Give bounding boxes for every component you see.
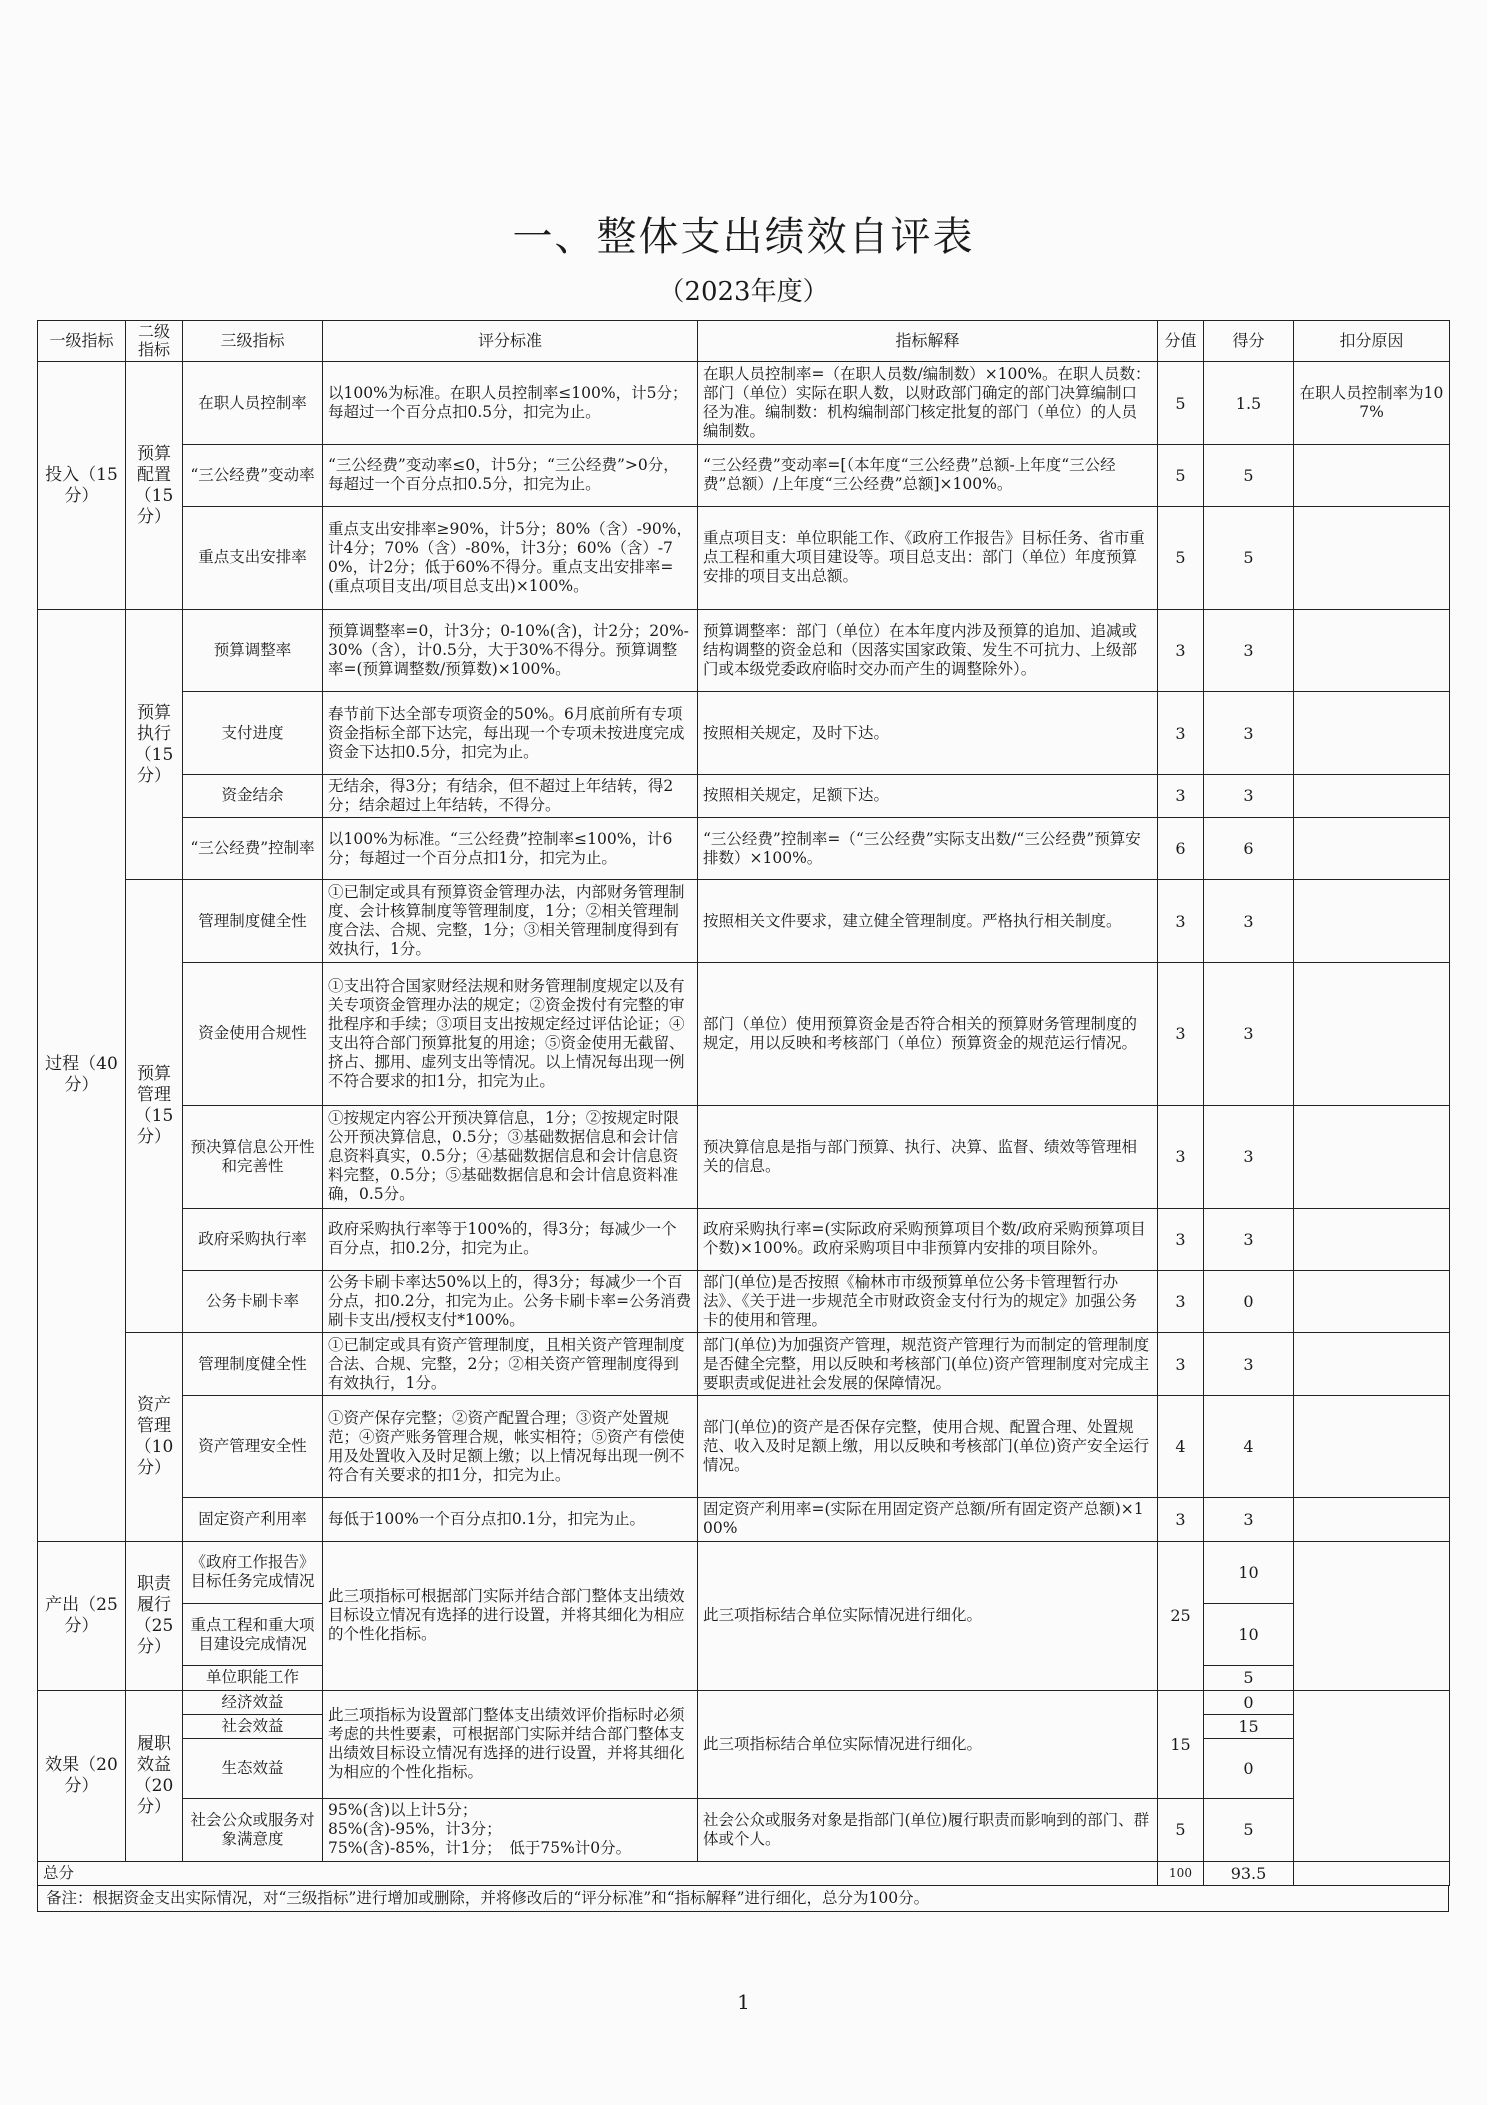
level3-cell: 管理制度健全性 (183, 1333, 323, 1395)
deduction-reason-cell (1294, 774, 1450, 817)
level2-cell: 资产管理（10分） (126, 1333, 183, 1541)
header-explanation: 指标解释 (698, 321, 1158, 362)
explanation-cell: 按照相关规定，足额下达。 (698, 774, 1158, 817)
points-cell: 5 (1158, 507, 1204, 610)
table-row (38, 963, 1450, 1106)
score-cell: 10 (1204, 1604, 1294, 1666)
points-cell: 3 (1158, 1208, 1204, 1270)
deduction-reason-cell (1294, 444, 1450, 506)
table-row (38, 1498, 1450, 1541)
level3-cell: “三公经费”控制率 (183, 818, 323, 880)
explanation-cell: 部门(单位)的资产是否保存完整，使用合规、配置合理、处置规范、收入及时足额上缴，用以反映和考核部门(单位)资产安全运行情况。 (698, 1395, 1158, 1498)
points-cell: 4 (1158, 1395, 1204, 1498)
deduction-reason-cell (1294, 880, 1450, 963)
score-cell: 3 (1204, 1208, 1294, 1270)
score-cell: 3 (1204, 1105, 1294, 1208)
total-deduction-reason (1294, 1861, 1450, 1885)
points-cell: 6 (1158, 818, 1204, 880)
deduction-reason-cell (1294, 609, 1450, 692)
page-number: 1 (737, 1990, 750, 2014)
total-row (38, 1861, 1450, 1885)
criteria-cell: ①已制定或具有资产管理制度，且相关资产管理制度合法、合规、完整，2分；②相关资产管理制度得到有效执行，1分。 (323, 1333, 698, 1395)
header-row (38, 321, 1450, 362)
points-cell: 5 (1158, 444, 1204, 506)
explanation-cell: 预算调整率：部门（单位）在本年度内涉及预算的追加、追减或结构调整的资金总和（因落实国家政策、发生不可抗力、上级部门或本级党委政府临时交办而产生的调整除外）。 (698, 609, 1158, 692)
deduction-reason-cell: 在职人员控制率为107% (1294, 362, 1450, 445)
explanation-cell: “三公经费”控制率=（“三公经费”实际支出数/“三公经费”预算安排数）×100%。 (698, 818, 1158, 880)
level2-cell: 预算管理（15分） (126, 880, 183, 1333)
table-row (38, 1208, 1450, 1270)
level3-cell: 重点工程和重大项目建设完成情况 (183, 1604, 323, 1666)
explanation-cell: “三公经费”变动率=[（本年度“三公经费”总额-上年度“三公经费”总额）/上年度“三公经费”总额]×100%。 (698, 444, 1158, 506)
criteria-cell: 以100%为标准。“三公经费”控制率≤100%，计6分；每超过一个百分点扣1分，扣完为止。 (323, 818, 698, 880)
score-cell: 3 (1204, 774, 1294, 817)
score-cell: 5 (1204, 1666, 1294, 1690)
header-deduction-reason: 扣分原因 (1294, 321, 1450, 362)
header-level1: 一级指标 (38, 321, 126, 362)
deduction-reason-cell (1294, 1498, 1450, 1541)
criteria-cell: 预算调整率=0，计3分；0-10%(含)，计2分；20%-30%（含），计0.5分，大于30%不得分。预算调整率=(预算调整数/预算数)×100%。 (323, 609, 698, 692)
criteria-cell: 重点支出安排率≥90%，计5分；80%（含）-90%，计4分；70%（含）-80%，计3分；60%（含）-70%，计2分；低于60%不得分。重点支出安排率=(重点项目支出/项目总支出)×100%。 (323, 507, 698, 610)
level2-cell: 职责履行（25分） (126, 1541, 183, 1690)
header-level2: 二级指标 (126, 321, 183, 362)
score-cell: 3 (1204, 1333, 1294, 1395)
criteria-cell: ①已制定或具有预算资金管理办法，内部财务管理制度、会计核算制度等管理制度，1分；②相关管理制度合法、合规、完整，1分；③相关管理制度得到有效执行，1分。 (323, 880, 698, 963)
deduction-reason-cell (1294, 1395, 1450, 1498)
explanation-cell: 按照相关文件要求，建立健全管理制度。严格执行相关制度。 (698, 880, 1158, 963)
level3-cell: 政府采购执行率 (183, 1208, 323, 1270)
explanation-cell: 政府采购执行率=(实际政府采购预算项目个数/政府采购预算项目个数)×100%。政府采购项目中非预算内安排的项目除外。 (698, 1208, 1158, 1270)
criteria-cell: ①支出符合国家财经法规和财务管理制度规定以及有关专项资金管理办法的规定；②资金拨付有完整的审批程序和手续；③项目支出按规定经过评估论证；④支出符合部门预算批复的用途；⑤资金使用无截留、挤占、挪用、虚列支出等情况。以上情况每出现一例不符合要求的扣1分，扣完为止。 (323, 963, 698, 1106)
criteria-cell: 每低于100%一个百分点扣0.1分，扣完为止。 (323, 1498, 698, 1541)
table-row (38, 609, 1450, 692)
table-row (38, 444, 1450, 506)
explanation-cell: 按照相关规定，及时下达。 (698, 692, 1158, 775)
total-score: 93.5 (1204, 1861, 1294, 1885)
score-cell: 10 (1204, 1541, 1294, 1603)
score-cell: 0 (1204, 1690, 1294, 1714)
explanation-cell: 部门(单位)为加强资产管理，规范资产管理行为而制定的管理制度是否健全完整，用以反映和考核部门(单位)资产管理制度对完成主要职责或促进社会发展的保障情况。 (698, 1333, 1158, 1395)
explanation-cell: 此三项指标结合单位实际情况进行细化。 (698, 1541, 1158, 1690)
deduction-reason-cell (1294, 1208, 1450, 1270)
points-cell: 3 (1158, 1333, 1204, 1395)
explanation-cell: 部门（单位）使用预算资金是否符合相关的预算财务管理制度的规定，用以反映和考核部门（单位）预算资金的规范运行情况。 (698, 963, 1158, 1106)
level3-cell: 公务卡刷卡率 (183, 1270, 323, 1332)
criteria-cell: 公务卡刷卡率达50%以上的，得3分；每减少一个百分点，扣0.2分，扣完为止。公务卡刷卡率=公务消费刷卡支出/授权支付*100%。 (323, 1270, 698, 1332)
criteria-cell: 以100%为标准。在职人员控制率≤100%，计5分；每超过一个百分点扣0.5分，扣完为止。 (323, 362, 698, 445)
level3-cell: 生态效益 (183, 1738, 323, 1798)
level3-cell: 在职人员控制率 (183, 362, 323, 445)
table-row (38, 692, 1450, 775)
level3-cell: 资金结余 (183, 774, 323, 817)
points-cell: 3 (1158, 774, 1204, 817)
deduction-reason-cell (1294, 963, 1450, 1106)
explanation-cell: 部门(单位)是否按照《榆林市市级预算单位公务卡管理暂行办法》、《关于进一步规范全市财政资金支付行为的规定》加强公务卡的使用和管理。 (698, 1270, 1158, 1332)
table-row (38, 818, 1450, 880)
points-cell: 5 (1158, 362, 1204, 445)
deduction-reason-cell (1294, 692, 1450, 775)
level3-cell: 固定资产利用率 (183, 1498, 323, 1541)
deduction-reason-cell (1294, 1270, 1450, 1332)
level1-cell: 过程（40分） (38, 609, 126, 1541)
score-cell: 6 (1204, 818, 1294, 880)
header-points: 分值 (1158, 321, 1204, 362)
deduction-reason-cell (1294, 1541, 1450, 1690)
criteria-cell: 春节前下达全部专项资金的50%。6月底前所有专项资金指标全部下达完，每出现一个专项未按进度完成资金下达扣0.5分，扣完为止。 (323, 692, 698, 775)
score-cell: 4 (1204, 1395, 1294, 1498)
explanation-cell: 预决算信息是指与部门预算、执行、决算、监督、绩效等管理相关的信息。 (698, 1105, 1158, 1208)
points-cell: 3 (1158, 1498, 1204, 1541)
level3-cell: 资产管理安全性 (183, 1395, 323, 1498)
score-cell: 0 (1204, 1270, 1294, 1332)
level2-cell: 预算配置（15分） (126, 362, 183, 610)
table-row (38, 1333, 1450, 1395)
score-cell: 5 (1204, 507, 1294, 610)
level3-cell: 单位职能工作 (183, 1666, 323, 1690)
table-row (38, 774, 1450, 817)
criteria-cell: 政府采购执行率等于100%的，得3分；每减少一个百分点，扣0.2分，扣完为止。 (323, 1208, 698, 1270)
criteria-line: 85%(含)-95%，计3分； (328, 1820, 502, 1839)
explanation-cell: 社会公众或服务对象是指部门(单位)履行职责而影响到的部门、群体或个人。 (698, 1799, 1158, 1861)
score-cell: 3 (1204, 880, 1294, 963)
table-row (38, 1395, 1450, 1498)
page-title: 一、整体支出绩效自评表 (512, 214, 975, 260)
level1-cell: 产出（25分） (38, 1541, 126, 1690)
level2-cell: 预算执行（15分） (126, 609, 183, 880)
criteria-cell: “三公经费”变动率≤0，计5分；“三公经费”>0分，每超过一个百分点扣0.5分，扣完为止。 (323, 444, 698, 506)
level3-cell: 经济效益 (183, 1690, 323, 1714)
header-score: 得分 (1204, 321, 1294, 362)
table-row (38, 1270, 1450, 1332)
criteria-line: 95%(含)以上计5分； (328, 1801, 478, 1820)
level3-cell: “三公经费”变动率 (183, 444, 323, 506)
criteria-cell: 此三项指标可根据部门实际并结合部门整体支出绩效目标设立情况有选择的进行设置，并将其细化为相应的个性化指标。 (323, 1541, 698, 1690)
explanation-cell: 固定资产利用率=(实际在用固定资产总额/所有固定资产总额)×100% (698, 1498, 1158, 1541)
deduction-reason-cell (1294, 1333, 1450, 1395)
deduction-reason-cell (1294, 1105, 1450, 1208)
score-cell: 3 (1204, 609, 1294, 692)
level3-cell: 预算调整率 (183, 609, 323, 692)
deduction-reason-cell (1294, 818, 1450, 880)
points-cell: 3 (1158, 963, 1204, 1106)
table-row (38, 880, 1450, 963)
points-cell: 15 (1158, 1690, 1204, 1799)
score-cell: 3 (1204, 692, 1294, 775)
total-points: 100 (1158, 1861, 1204, 1885)
table-row (38, 362, 1450, 445)
table-row (38, 507, 1450, 610)
table-row (38, 1105, 1450, 1208)
score-cell: 3 (1204, 1498, 1294, 1541)
table-row (38, 1690, 1450, 1714)
level3-cell: 管理制度健全性 (183, 880, 323, 963)
points-cell: 3 (1158, 880, 1204, 963)
score-cell: 0 (1204, 1738, 1294, 1798)
points-cell: 3 (1158, 609, 1204, 692)
level3-cell: 预决算信息公开性和完善性 (183, 1105, 323, 1208)
level3-cell: 《政府工作报告》目标任务完成情况 (183, 1541, 323, 1603)
deduction-reason-cell (1294, 1690, 1450, 1861)
level3-cell: 社会效益 (183, 1714, 323, 1738)
level3-cell: 重点支出安排率 (183, 507, 323, 610)
score-cell: 5 (1204, 444, 1294, 506)
performance-evaluation-table (37, 320, 1450, 1886)
explanation-cell: 在职人员控制率=（在职人员数/编制数）×100%。在职人员数：部门（单位）实际在职人数，以财政部门确定的部门决算编制口径为准。编制数：机构编制部门核定批复的部门（单位）的人员编制数。 (698, 362, 1158, 445)
level1-cell: 效果（20分） (38, 1690, 126, 1861)
level1-cell: 投入（15分） (38, 362, 126, 610)
points-cell: 3 (1158, 1270, 1204, 1332)
level2-cell: 履职效益（20分） (126, 1690, 183, 1861)
header-level3: 三级指标 (183, 321, 323, 362)
explanation-cell: 此三项指标结合单位实际情况进行细化。 (698, 1690, 1158, 1799)
table-row (38, 1799, 1450, 1861)
criteria-cell: ①按规定内容公开预决算信息，1分；②按规定时限公开预决算信息，0.5分；③基础数据信息和会计信息资料真实，0.5分；④基础数据信息和会计信息资料完整，0.5分；⑤基础数据信息和会计信息资料准确，0.5分。 (323, 1105, 698, 1208)
score-cell: 15 (1204, 1714, 1294, 1738)
total-label: 总分 (38, 1861, 1158, 1885)
score-cell: 5 (1204, 1799, 1294, 1861)
table-note: 备注：根据资金支出实际情况，对“三级指标”进行增加或删除，并将修改后的“评分标准”和“指标解释”进行细化，总分为100分。 (37, 1886, 1449, 1912)
points-cell: 25 (1158, 1541, 1204, 1690)
criteria-cell: ①资产保存完整；②资产配置合理；③资产处置规范；④资产账务管理合规，帐实相符；⑤资产有偿使用及处置收入及时足额上缴；以上情况每出现一例不符合有关要求的扣1分，扣完为止。 (323, 1395, 698, 1498)
criteria-cell: 此三项指标为设置部门整体支出绩效评价指标时必须考虑的共性要素，可根据部门实际并结合部门整体支出绩效目标设立情况有选择的进行设置，并将其细化为相应的个性化指标。 (323, 1690, 698, 1799)
table-row (38, 1541, 1450, 1603)
deduction-reason-cell (1294, 507, 1450, 610)
criteria-cell: 无结余，得3分；有结余，但不超过上年结转，得2分；结余超过上年结转，不得分。 (323, 774, 698, 817)
score-cell: 1.5 (1204, 362, 1294, 445)
points-cell: 5 (1158, 1799, 1204, 1861)
header-criteria: 评分标准 (323, 321, 698, 362)
score-cell: 3 (1204, 963, 1294, 1106)
explanation-cell: 重点项目支：单位职能工作、《政府工作报告》目标任务、省市重点工程和重大项目建设等。项目总支出：部门（单位）年度预算安排的项目支出总额。 (698, 507, 1158, 610)
criteria-line: 75%(含)-85%，计1分； 低于75%计0分。 (328, 1839, 632, 1858)
page-subtitle: （2023年度） (658, 277, 829, 307)
points-cell: 3 (1158, 692, 1204, 775)
points-cell: 3 (1158, 1105, 1204, 1208)
level3-cell: 资金使用合规性 (183, 963, 323, 1106)
criteria-cell (323, 1799, 698, 1861)
level3-cell: 支付进度 (183, 692, 323, 775)
level3-cell: 社会公众或服务对象满意度 (183, 1799, 323, 1861)
